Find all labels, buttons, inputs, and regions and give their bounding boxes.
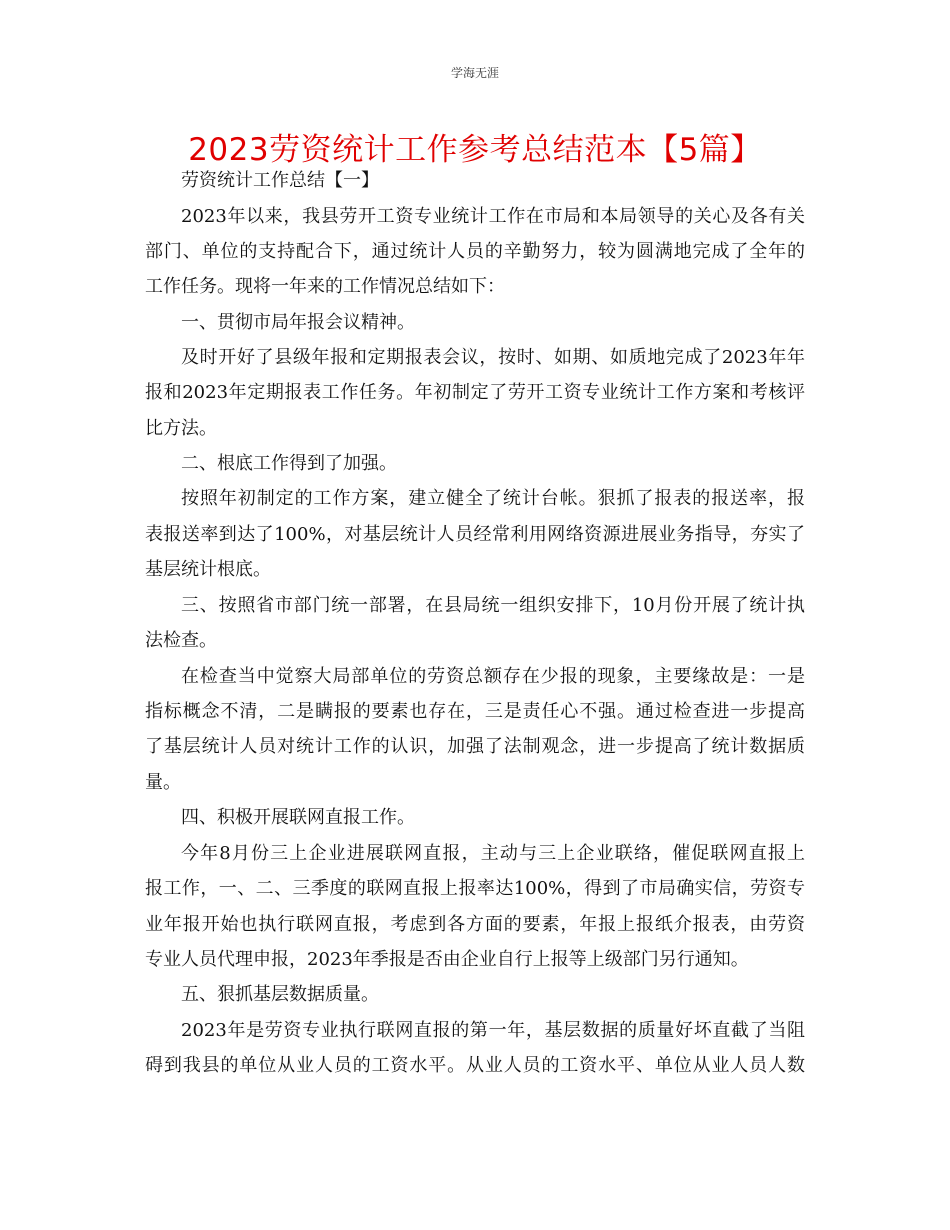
paragraph-line: 比方法。 bbox=[145, 418, 217, 439]
paragraph-line: 量。 bbox=[145, 772, 181, 793]
section-heading: 劳资统计工作总结【一】 bbox=[181, 170, 379, 191]
paragraph-line: 基层统计根底。 bbox=[145, 559, 271, 580]
paragraph-line: 部门、单位的支持配合下，通过统计人员的辛勤努力，较为圆满地完成了全年的 bbox=[145, 241, 805, 262]
document-title: 2023劳资统计工作参考总结范本【5篇】 bbox=[188, 132, 762, 168]
paragraph-line: 及时开好了县级年报和定期报表会议，按时、如期、如质地完成了2023年年 bbox=[181, 347, 805, 368]
paragraph-line: 了基层统计人员对统计工作的认识，加强了法制观念，进一步提高了统计数据质 bbox=[145, 736, 805, 757]
section-heading: 一、贯彻市局年报会议精神。 bbox=[181, 312, 415, 333]
paragraph-line: 专业人员代理申报，2023年季报是否由企业自行上报等上级部门另行通知。 bbox=[145, 949, 749, 970]
page-header: 学海无涯 bbox=[450, 66, 499, 80]
paragraph-line: 今年8月份三上企业进展联网直报，主动与三上企业联络，催促联网直报上 bbox=[181, 843, 805, 864]
paragraph-line: 报工作，一、二、三季度的联网直报上报率达100%，得到了市局确实信，劳资专 bbox=[145, 878, 805, 899]
paragraph-line: 业年报开始也执行联网直报，考虑到各方面的要素，年报上报纸介报表，由劳资 bbox=[145, 914, 805, 935]
paragraph-line: 报和2023年定期报表工作任务。年初制定了劳开工资专业统计工作方案和考核评 bbox=[145, 382, 805, 403]
section-heading: 四、积极开展联网直报工作。 bbox=[181, 807, 415, 828]
paragraph-line: 工作任务。现将一年来的工作情况总结如下： bbox=[145, 276, 505, 297]
paragraph-line: 按照年初制定的工作方案，建立健全了统计台帐。狠抓了报表的报送率，报 bbox=[181, 488, 805, 509]
paragraph-line: 2023年以来，我县劳开工资专业统计工作在市局和本局领导的关心及各有关 bbox=[181, 206, 805, 227]
paragraph-line: 在检查当中觉察大局部单位的劳资总额存在少报的现象，主要缘故是：一是 bbox=[181, 666, 805, 687]
paragraph-line: 指标概念不清，二是瞒报的要素也存在，三是责任心不强。通过检查进一步提高 bbox=[145, 701, 805, 722]
paragraph-line: 2023年是劳资专业执行联网直报的第一年，基层数据的质量好坏直截了当阻 bbox=[181, 1020, 805, 1041]
section-heading: 五、狠抓基层数据质量。 bbox=[181, 984, 379, 1005]
section-heading: 二、根底工作得到了加强。 bbox=[181, 453, 397, 474]
section-heading: 法检查。 bbox=[145, 630, 217, 651]
paragraph-line: 表报送率到达了100%，对基层统计人员经常利用网络资源进展业务指导，夯实了 bbox=[145, 524, 805, 545]
section-heading: 三、按照省市部门统一部署，在县局统一组织安排下，10月份开展了统计执 bbox=[181, 595, 805, 616]
paragraph-line: 碍到我县的单位从业人员的工资水平。从业人员的工资水平、单位从业人员人数 bbox=[145, 1055, 805, 1076]
